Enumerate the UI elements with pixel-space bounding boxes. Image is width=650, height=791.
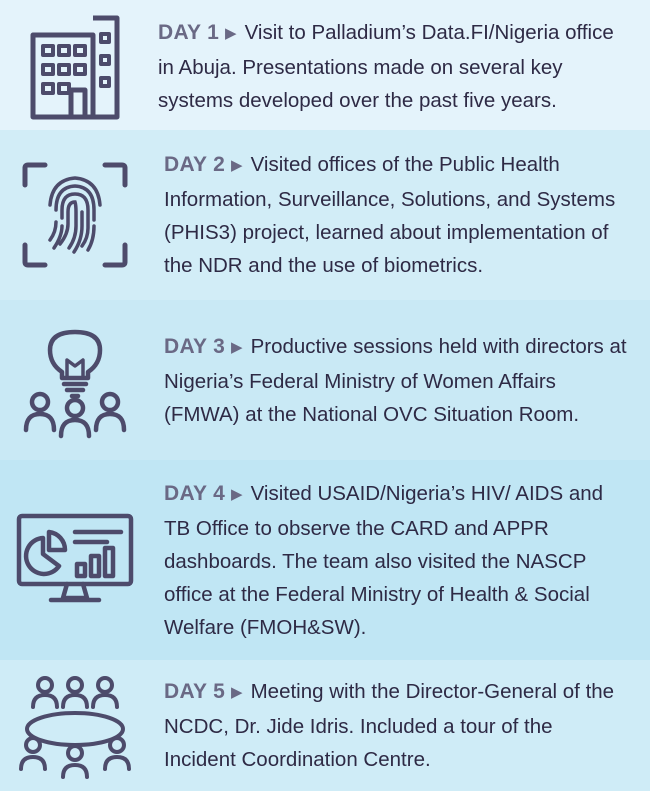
day-5-text: Meeting with the Director-General of the NCDC, Dr. Jide Idris. Included a tour of the Incident Coordination Centre. xyxy=(164,680,615,771)
meeting-table-icon xyxy=(0,673,150,779)
idea-team-icon xyxy=(0,320,150,440)
arrow-right-icon: ▶ xyxy=(231,684,243,701)
dashboard-monitor-icon xyxy=(0,510,150,610)
day-3-text: Productive sessions held with directors at Nigeria’s Federal Ministry of Women Affairs (FMWA) at the National OVC Situation Room. xyxy=(164,334,627,426)
day-4-label: DAY 4 xyxy=(164,481,226,505)
arrow-right-icon: ▶ xyxy=(225,24,237,42)
office-building-icon xyxy=(0,10,150,120)
day-5-label: DAY 5 xyxy=(164,680,226,703)
arrow-right-icon: ▶ xyxy=(231,338,243,356)
day-5-description xyxy=(150,675,650,776)
day-1-label: DAY 1 xyxy=(158,20,220,44)
day-5-row xyxy=(0,660,650,791)
day-1-description xyxy=(150,14,650,117)
day-3-label: DAY 3 xyxy=(164,334,226,358)
day-1-row xyxy=(0,0,650,130)
day-3-row xyxy=(0,300,650,460)
day-2-label: DAY 2 xyxy=(164,153,226,176)
arrow-right-icon: ▶ xyxy=(231,157,243,174)
day-2-description xyxy=(150,148,650,282)
day-4-description xyxy=(150,477,650,644)
day-3-description xyxy=(150,330,650,431)
day-1-text: Visit to Palladium’s Data.FI/Nigeria office in Abuja. Presentations made on several key systems developed over the past five years. xyxy=(158,20,614,112)
day-2-text: Visited offices of the Public Health Information, Surveillance, Solutions, and Systems (PHIS3) project, learned about implementation of the NDR and the use of biometrics. xyxy=(164,153,616,277)
day-4-row xyxy=(0,460,650,660)
arrow-right-icon: ▶ xyxy=(231,485,243,503)
day-4-text: Visited USAID/Nigeria’s HIV/ AIDS and TB Office to observe the CARD and APPR dashboards. The team also visited the NASCP office at the Federal Ministry of Health & Social Welfare (FMOH&SW). xyxy=(164,481,604,639)
fingerprint-scan-icon xyxy=(0,160,150,270)
day-2-row xyxy=(0,130,650,300)
